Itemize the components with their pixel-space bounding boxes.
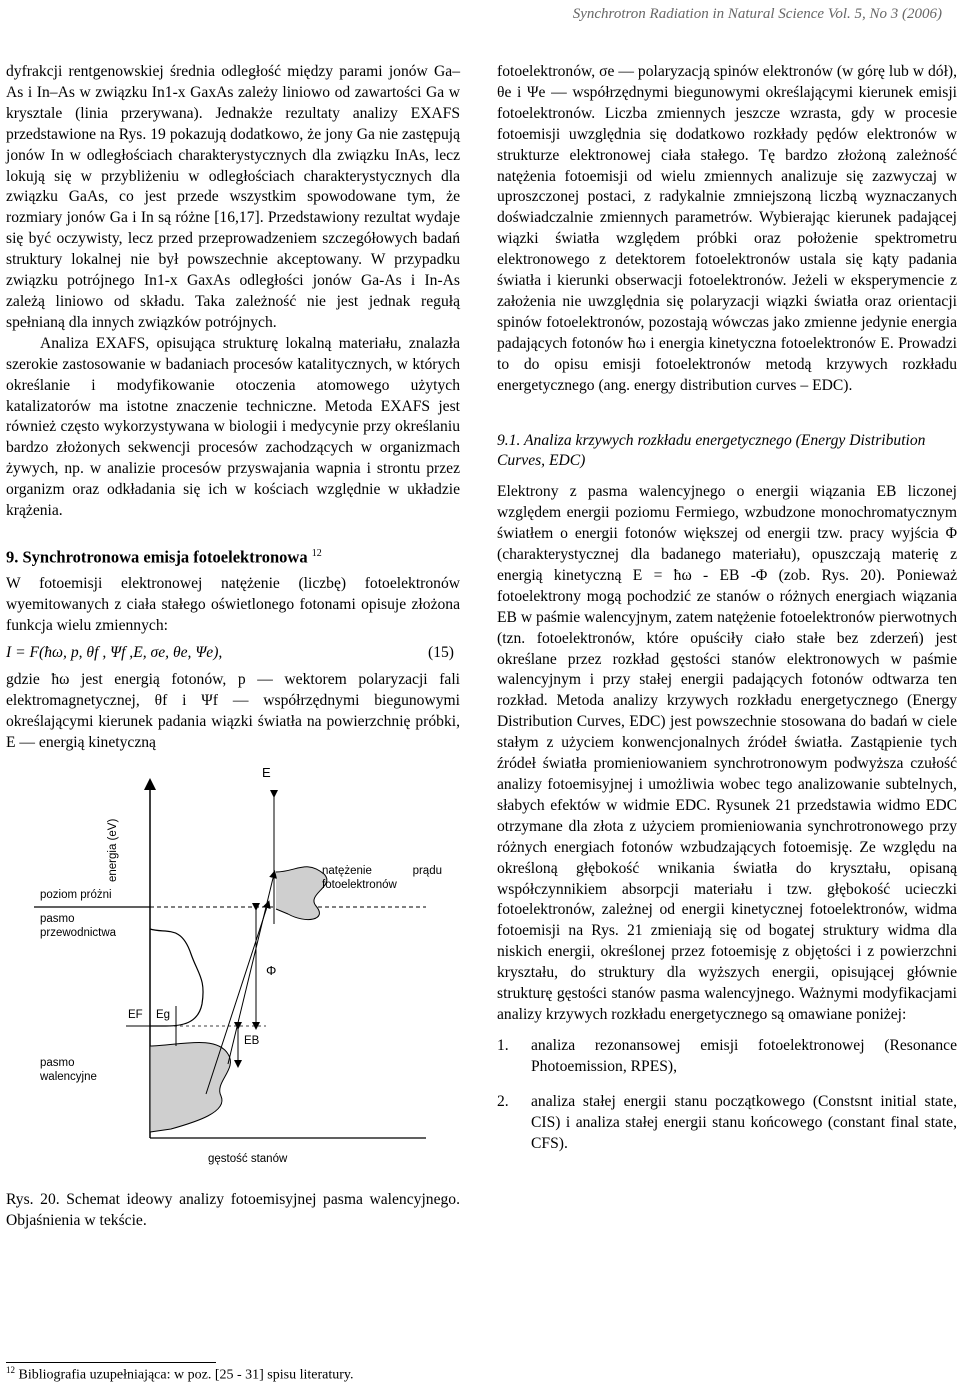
photocurrent-label: natężenie prądu fotoelektronów (322, 864, 442, 891)
conduction-band-label: pasmo przewodnictwa (40, 912, 117, 939)
equation-number: (15) (428, 644, 454, 662)
paragraph: W fotoemisji elektronowej natężenie (liczbę) fotoelektronów wyemitowanych z ciała stałego oświetlonego fotonami opisuje złożona funkcja wielu zmiennych: (6, 575, 460, 635)
list-number: 1. (497, 1036, 509, 1054)
figure-20 (6, 764, 446, 1184)
fermi-level-label: EF (128, 1008, 143, 1021)
vacuum-level-label: poziom próżni (40, 888, 112, 901)
section-title (6, 544, 460, 568)
x-axis-label: gęstość stanów (208, 1152, 288, 1165)
list-number: 2. (497, 1092, 509, 1110)
list-item (497, 1092, 957, 1155)
list-text: analiza rezonansowej emisji fotoelektronowej (Resonance Photoemission, RPES), (531, 1036, 957, 1075)
paragraph: fotoelektronów, σe — polaryzacją spinów elektronów (w górę lub w dół), θe i Ψe — współrzędnymi biegunowymi określającymi kierunek emisji fotoelektronów. Liczba zmiennych jeszcze wzrasta, gdy w procesie fotoemisji uwzględnia się dodatkowo rozkłady pędów elektronów w strukturze elektronowej ciała stałego. Tę bardzo złożoną zależność natężenia fotoemisji od wielu zmiennych analizuje się zazwyczaj w uproszczonej postaci, z radykalnie zmniejszoną liczbą wyznaczanych doświadczalnie zmiennych parametrów. Wybierając kierunek padającej wiązki światła względem próbki oraz położenie spektrometru elektronowego z detektorem fotoelektronów ustala się kąty padania światła i kierunki obserwacji fotoelektronów. Jeżeli w eksperymencie z założenia nie uwzględnia się polaryzacji wiązki światła oraz orientacji spinów fotoelektronów, pozostają wówczas jako zmienne jedynie energia padających fotonów ħω i energia kinetyczna fotoelektronów E. Prowadzi to do opisu emisji fotoelektronów metodą krzywych rozkładu energetycznego (ang. energy distribution curves – EDC). (497, 63, 957, 394)
section-title-text: 9. Synchrotronowa emisja fotoelektronowa (6, 547, 308, 567)
modification-list (497, 1036, 957, 1155)
paragraph: dyfrakcji rentgenowskiej średnia odległość między parami jonów Ga–As i In–As w związku In1-x GaxAs zależy liniowo od zawartości Ga w krysztale (linia przerywana). Jednakże rezultaty analizy EXAFS przedstawione na Rys. 19 pokazują dodatkowo, że jony Ga nie zastępują jonów In w odległościach charakterystycznych dla związku InAs, lecz lokują się w przybliżeniu w odległościach charakterystycznych dla związku GaAs, co jest przede wszystkim spowodowane tym, że rozmiary jonów Ga i In są różne [16,17]. Przedstawiony rezultat wydaje się być oczywisty, lecz przed przeprowadzeniem szczegółowych badań struktury lokalnej nie był powszechnie akceptowany. W przypadku związku potrójnego In1-x GaxAs odległości jonów Ga-As i In-As zależą liniowo od składu. Taka zależność nie jest jednak regułą spełnianą dla innych związków potrójnych. (6, 63, 460, 331)
running-header: Synchrotron Radiation in Natural Science Vol. 5, No 3 (2006) (572, 6, 942, 22)
footnote (6, 1365, 354, 1384)
paragraph: Analiza EXAFS, opisująca strukturę lokalną materiału, znalazła szerokie zastosowanie w badaniach procesów katalitycznych, w których określanie i modyfikowanie otoczenia atomowego użytych katalizatorów ma istotne znaczenie techniczne. Metoda EXAFS jest również często wykorzystywana w biologii i medycynie przy określaniu bardzo złożonych sekwencji procesów zachodzących w organizmach żywych, np. w analizie procesów przyswajania wapnia i strontu przez organizm oraz odkładania się ich w kościach względnie w układzie krążenia. (6, 334, 460, 520)
excitation-arrow (206, 904, 268, 1094)
figure-20-diagram (6, 764, 446, 1184)
list-item (497, 1036, 957, 1078)
paragraph: Elektrony z pasma walencyjnego o energii wiązania EB liczonej względem energii poziomu Fermiego, wzbudzone monochromatycznym światłem o energii fotonów większej od energii tzw. pracy wyjścia Φ (charakterystycznej dla badanego materiału), opuszczają materię z energią kinetyczną E = ħω - EB -Φ (zob. Rys. 20). Ponieważ fotoelektrony mogą pochodzić ze stanów o różnych energiach wiązania EB w paśmie walencyjnym, zatem natężenie fotoelektronów pierwotnych (tzn. fotoelektronów, które opuściły ciało stałe bez zderzeń) jest określane przez rozkład gęstości stanów elektronowych w paśmie walencyjnym i przy stałej energii padających fotonów odtwarza ten rozkład. Metoda analizy krzywych rozkładu energetycznego (Energy Distribution Curves, EDC) jest powszechnie stosowana do badań w ciele stałym z użyciem konwencjonalnych źródeł światła. Zastąpienie tych źródeł światła promieniowaniem synchrotronowym podwyższa czułość analizy fotoemisyjnej i umożliwia wobec tego analizowanie subtelnych, słabych efektów w widmie EDC. Rysunek 21 przedstawia widmo EDC otrzymane dla złota z użyciem promieniowania synchrotronowego przy różnych energiach fotonów wzbudzających fotoemisję. Ze względu na określoną głębokość wnikania światła do kryształu, opisaną współczynnikiem absorpcji materiału i tzw. głębokość ucieczki fotoelektronów, zależnej od energii kinetycznej fotoelektronów, widma fotoemisji na Rys. 21 zmieniają się od bogatej struktury widma dla niskich energii, określonej przez fotoemisję z objętości i z powierzchni kryształu, do struktury dla wyższych energii, opisującej głównie strukturę gęstości stanów pasma walencyjnego. Ważnymi modyfikacjami analizy krzywych rozkładu energetycznego są omawiane poniżej: (497, 483, 957, 1023)
phi-label: Φ (266, 962, 277, 978)
paragraph: gdzie ħω jest energią fotonów, p — wektorem polaryzacji fali elektromagnetycznej, θf i Ψf — współrzędnymi biegunowymi określającymi kierunek padania wiązki światła na powierzchnię próbki, E — energią kinetyczną (6, 670, 460, 751)
equation-15 (6, 643, 460, 664)
footnote-text: Bibliografia uzupełniająca: w poz. [25 - 31] spisu literatury. (18, 1367, 354, 1383)
subsection-title: 9.1. Analiza krzywych rozkładu energetycznego (Energy Distribution Curves, EDC) (497, 431, 926, 470)
equation-body: I = F(ħω, p, θf , Ψf ,E, σe, θe, Ψe), (6, 644, 223, 662)
y-axis-label: energia (eV) (107, 818, 119, 882)
right-column (497, 62, 957, 1168)
valence-band-label: pasmo walencyjne (40, 1056, 97, 1083)
binding-energy-label: EB (244, 1034, 260, 1047)
list-text: analiza stałej energii stanu początkowego (Constsnt initial state, CIS) i analiza stałej energii stanu końcowego (constant final state, CFS). (531, 1092, 957, 1152)
energy-label: E (262, 764, 271, 780)
footnote-divider (6, 1362, 216, 1363)
band-gap-label: Eg (156, 1008, 171, 1021)
left-column (6, 62, 460, 1231)
footnote-reference: 12 (311, 547, 322, 559)
footnote-mark: 12 (6, 1365, 15, 1375)
photocurrent-spectrum (276, 866, 327, 919)
figure-caption: Rys. 20. Schemat ideowy analizy fotoemisyjnej pasma walencyjnego. Objaśnienia w tekście. (6, 1190, 460, 1229)
